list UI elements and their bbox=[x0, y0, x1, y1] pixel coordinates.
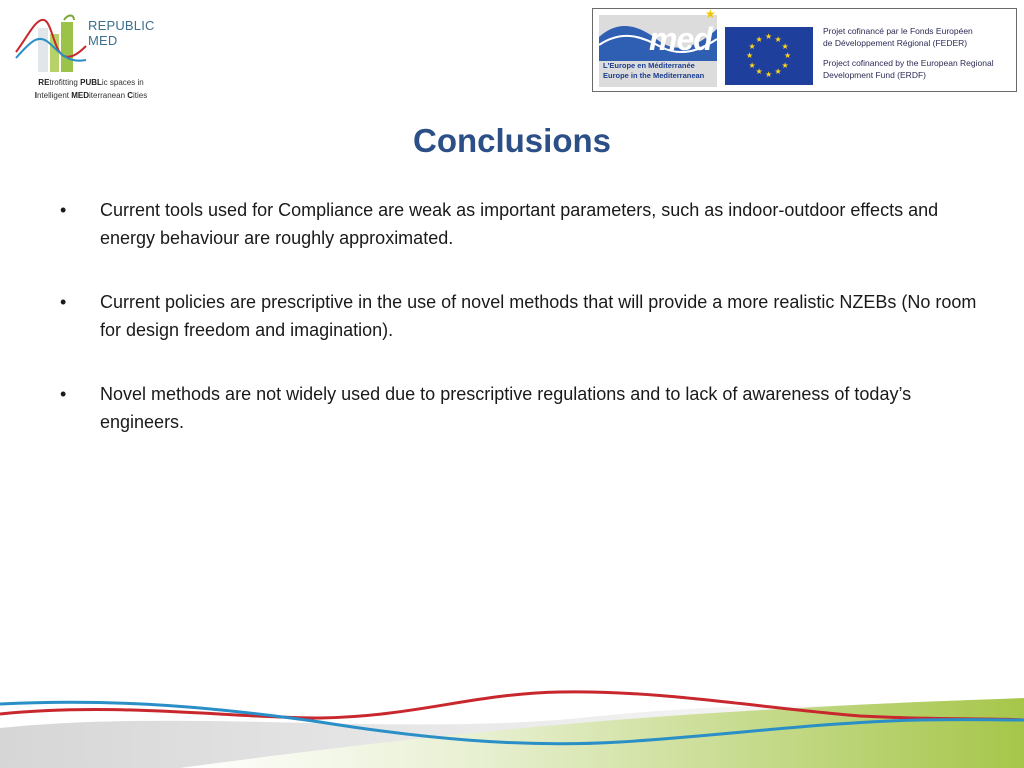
eu-star-icon: ★ bbox=[784, 51, 792, 60]
bullet-text: Novel methods are not widely used due to prescriptive regulations and to lack of awareness of today’s engineers. bbox=[100, 384, 912, 432]
bullet-icon: • bbox=[60, 200, 67, 220]
bullet-item bbox=[58, 288, 978, 344]
bullet-item bbox=[58, 380, 978, 436]
eu-star-icon: ★ bbox=[781, 60, 789, 70]
tagline-run: C bbox=[127, 91, 134, 100]
slide-title: Conclusions bbox=[412, 122, 612, 159]
eu-star-icon: ★ bbox=[748, 41, 756, 51]
eu-star-icon: ★ bbox=[781, 41, 789, 51]
tagline-run: I bbox=[34, 91, 37, 100]
tagline-run: iterranean bbox=[89, 91, 128, 100]
bullet-list bbox=[58, 196, 978, 472]
bullet-icon: • bbox=[60, 384, 67, 404]
eu-star-icon: ★ bbox=[755, 34, 763, 44]
bullet-item bbox=[58, 196, 978, 252]
med-subtitle-en: Europe in the Mediterranean bbox=[603, 71, 705, 80]
logo-tagline-line2 bbox=[16, 90, 166, 102]
eu-star-icon: ★ bbox=[748, 60, 756, 70]
tagline-run: ntelligent bbox=[36, 91, 72, 100]
tagline-run: ic spaces in bbox=[101, 78, 144, 87]
eu-star-icon: ★ bbox=[765, 70, 773, 79]
eu-star-icon: ★ bbox=[765, 32, 773, 41]
footer-wave-decoration bbox=[0, 668, 1024, 768]
bullet-text: Current policies are prescriptive in the use of novel methods that will provide a more realistic NZEBs (No room for design freedom and imagination). bbox=[100, 292, 977, 340]
bullet-text: Current tools used for Compliance are weak as important parameters, such as indoor-outdoor effects and energy behaviour are roughly approximated. bbox=[100, 200, 939, 248]
bullet-icon: • bbox=[60, 292, 67, 312]
logo-brand-line2: MED bbox=[88, 33, 118, 48]
tagline-run: trofitting bbox=[49, 78, 81, 87]
tagline-run: PUBL bbox=[80, 78, 102, 87]
tagline-run: RE bbox=[38, 78, 50, 87]
eu-star-icon: ★ bbox=[746, 51, 754, 60]
med-subtitle-fr: L'Europe en Méditerranée bbox=[603, 61, 695, 70]
cofinancing-text-en-2: Development Fund (ERDF) bbox=[823, 70, 926, 80]
tagline-run: ities bbox=[133, 91, 148, 100]
logo-tagline-line1 bbox=[16, 77, 166, 89]
republic-med-mark-icon bbox=[14, 12, 88, 74]
eu-star-icon: ★ bbox=[774, 67, 782, 77]
cofinancing-text-en-1: Project cofinanced by the European Regional bbox=[823, 58, 994, 68]
cofinancing-text-fr-1: Projet cofinancé par le Fonds Européen bbox=[823, 26, 973, 36]
tagline-run: MED bbox=[71, 91, 89, 100]
eu-flag-icon bbox=[725, 27, 813, 85]
republic-med-logo bbox=[14, 12, 164, 104]
med-programme-logo bbox=[599, 15, 717, 87]
eu-star-icon: ★ bbox=[755, 67, 763, 77]
med-wordmark: med bbox=[649, 21, 712, 57]
eu-star-icon: ★ bbox=[774, 34, 782, 44]
eu-cofinancing-logo bbox=[592, 8, 1017, 92]
star-icon: ★ bbox=[705, 7, 716, 21]
logo-brand-line1: REPUBLIC bbox=[88, 18, 155, 33]
cofinancing-text-fr-2: de Développement Régional (FEDER) bbox=[823, 38, 968, 48]
